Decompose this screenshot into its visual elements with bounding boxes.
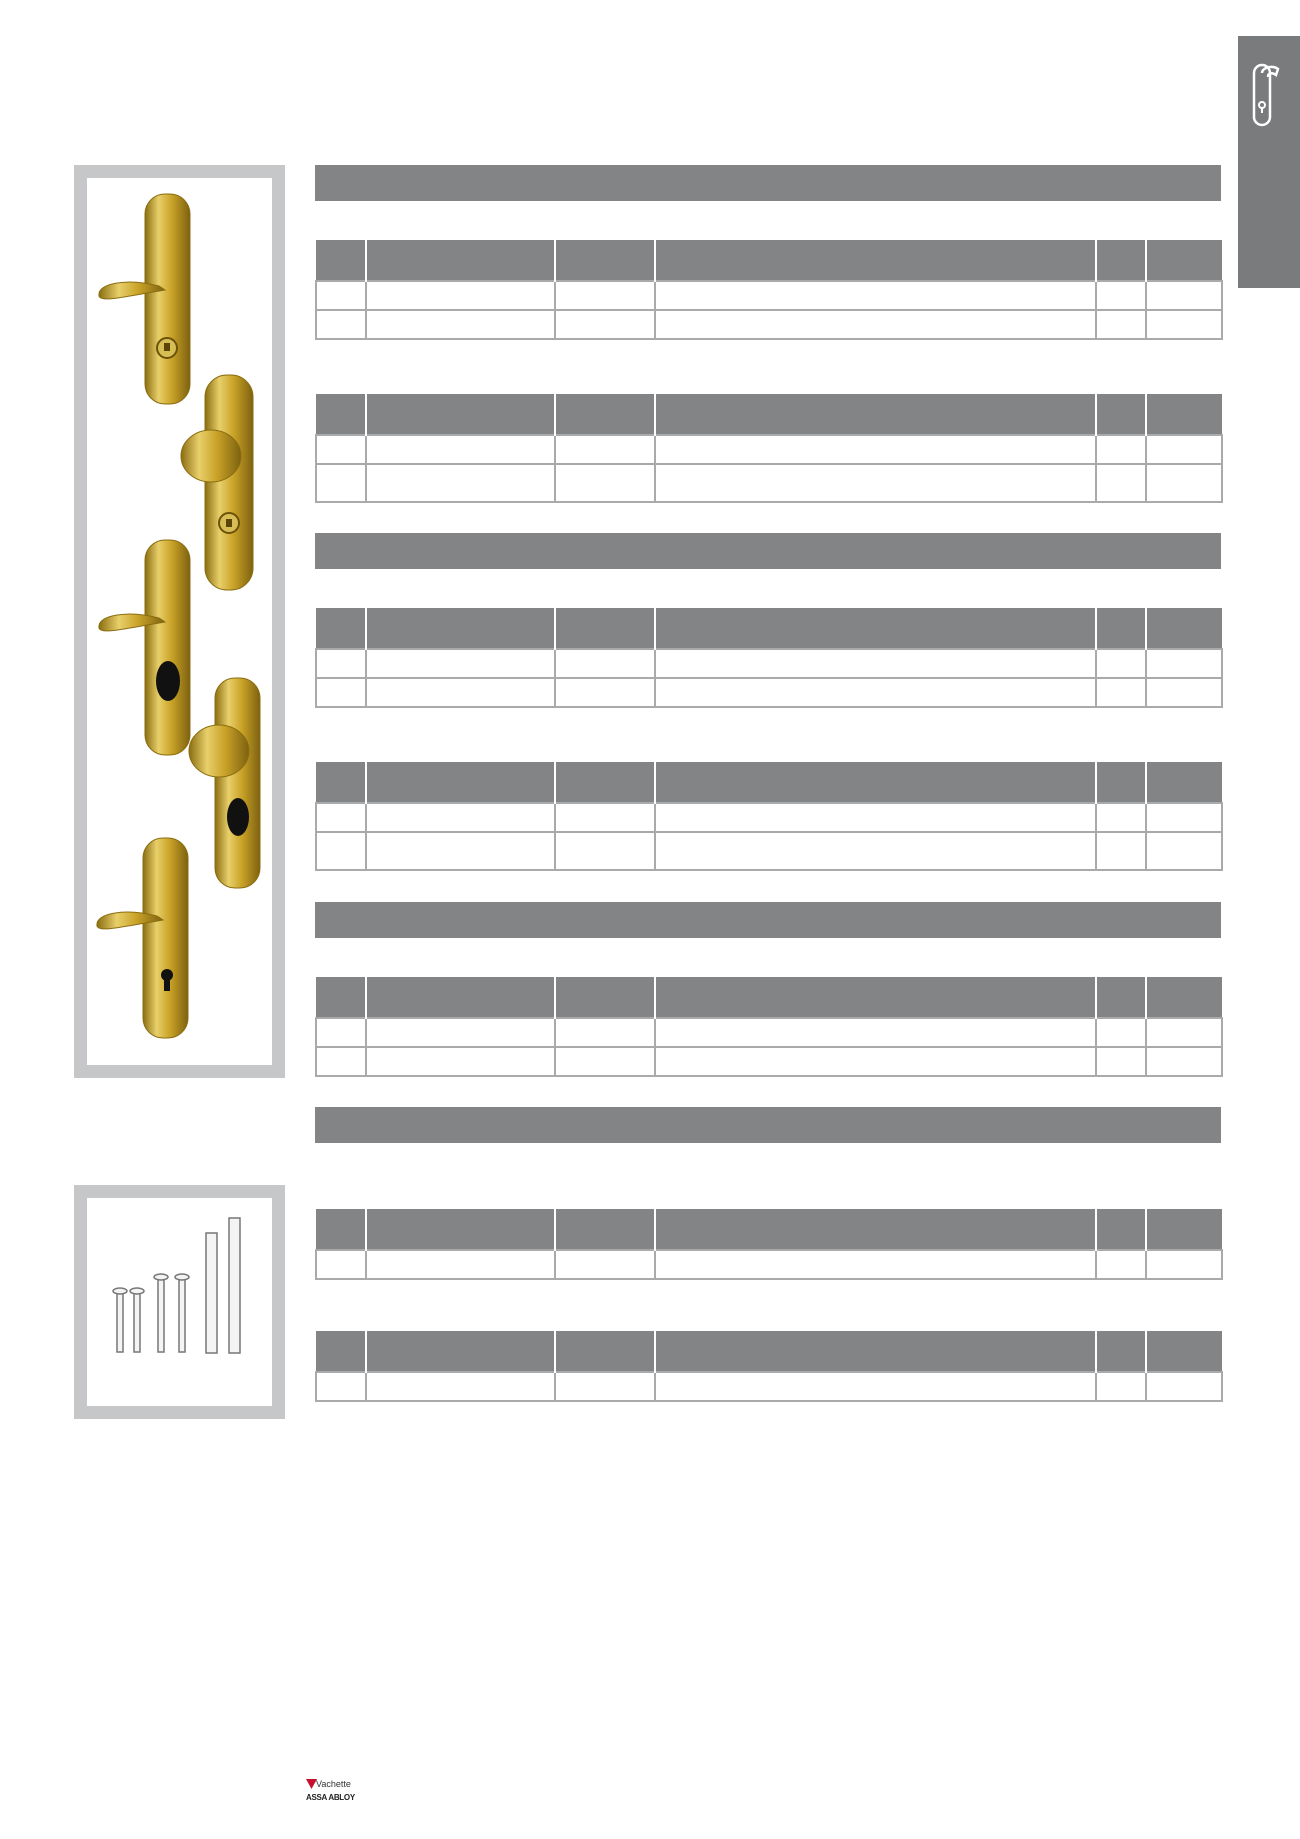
table-row [316, 649, 1222, 678]
table-row [316, 803, 1222, 832]
screw-icon [87, 1198, 272, 1406]
table-header-row [316, 1331, 1222, 1372]
table-row [316, 1018, 1222, 1047]
table-header-row [316, 1209, 1222, 1250]
table-header-row [316, 762, 1222, 803]
table-row [316, 464, 1222, 502]
table-row [316, 678, 1222, 707]
door-handle-plate-icon [1246, 61, 1286, 131]
product-table [315, 394, 1223, 503]
table-row [316, 435, 1222, 464]
table-header-row [316, 977, 1222, 1018]
section-header-bar [315, 902, 1221, 938]
category-side-tab[interactable] [1238, 36, 1300, 288]
table-row [316, 310, 1222, 339]
product-table [315, 1331, 1223, 1402]
product-image-screws [74, 1185, 285, 1419]
table-row [316, 1372, 1222, 1401]
table-header-row [316, 608, 1222, 649]
product-table [315, 1209, 1223, 1280]
product-image-handle-plates [74, 165, 285, 1078]
table-header-row [316, 240, 1222, 281]
brand-name: Vachette [316, 1779, 351, 1789]
section-header-bar [315, 165, 1221, 201]
table-row [316, 832, 1222, 870]
table-row [316, 1250, 1222, 1279]
product-table [315, 977, 1223, 1077]
table-row [316, 1047, 1222, 1076]
table-row [316, 281, 1222, 310]
section-header-bar [315, 1107, 1221, 1143]
brand-group: ASSA ABLOY [306, 1793, 355, 1802]
section-header-bar [315, 533, 1221, 569]
product-table [315, 762, 1223, 871]
door-handle-plate-icon [87, 178, 272, 1065]
product-table [315, 608, 1223, 708]
table-header-row [316, 394, 1222, 435]
product-table [315, 240, 1223, 340]
